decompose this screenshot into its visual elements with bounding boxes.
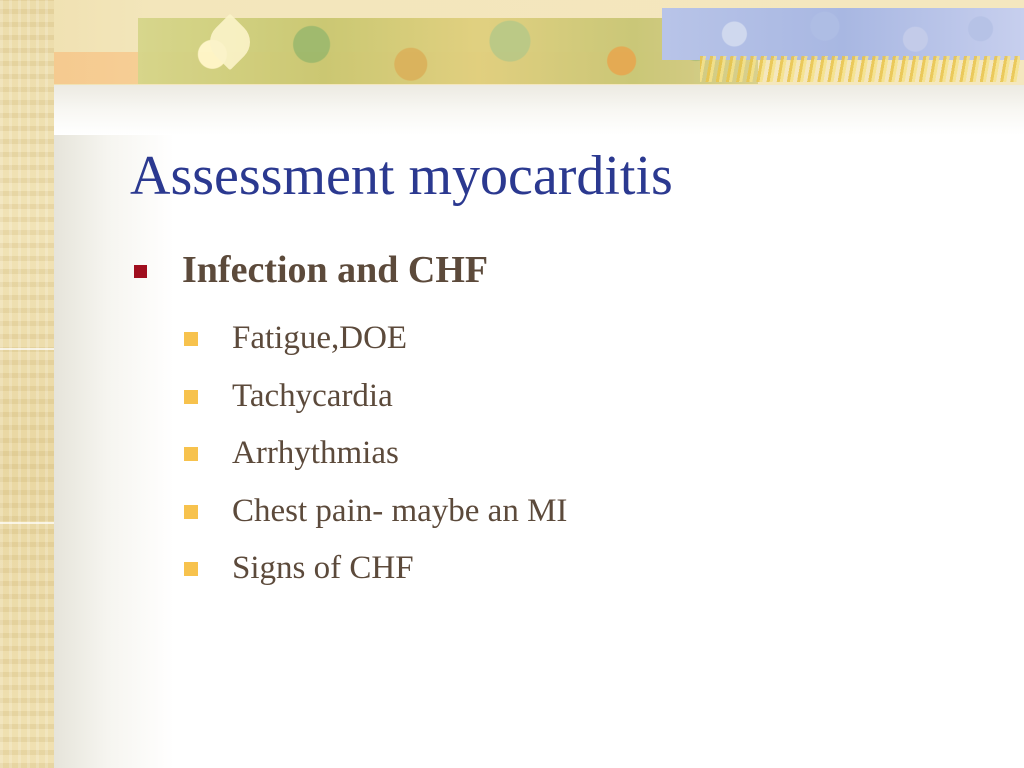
sub-bullet-item [132, 483, 567, 541]
square-bullet-icon [184, 390, 198, 404]
slide-title: Assessment myocarditis [130, 145, 673, 207]
left-parchment-strip [0, 0, 54, 768]
bullet-list [132, 246, 488, 294]
square-bullet-icon [184, 332, 198, 346]
banner-blue-image [662, 8, 1024, 60]
sub-bullet-item [132, 310, 567, 368]
square-bullet-icon [184, 447, 198, 461]
sub-bullet-text: Arrhythmias [232, 435, 399, 471]
sub-bullet-text: Fatigue,DOE [232, 320, 408, 356]
sub-bullet-text: Tachycardia [232, 377, 393, 414]
bullet-text: Infection and CHF [182, 249, 489, 291]
square-bullet-icon [134, 265, 147, 278]
sub-bullet-item [132, 540, 567, 598]
sub-bullet-item [132, 425, 567, 483]
square-bullet-icon [184, 562, 198, 576]
square-bullet-icon [184, 505, 198, 519]
sub-bullet-item [132, 368, 567, 426]
sub-bullet-text: Signs of CHF [232, 550, 414, 586]
strip-seam [0, 522, 54, 524]
strip-seam [0, 348, 54, 350]
sub-bullet-list [132, 310, 567, 598]
top-shadow-fade [54, 85, 1024, 135]
banner-gold-streak [700, 56, 1020, 82]
bullet-item [132, 246, 488, 294]
sub-bullet-text: Chest pain- maybe an MI [232, 492, 568, 529]
